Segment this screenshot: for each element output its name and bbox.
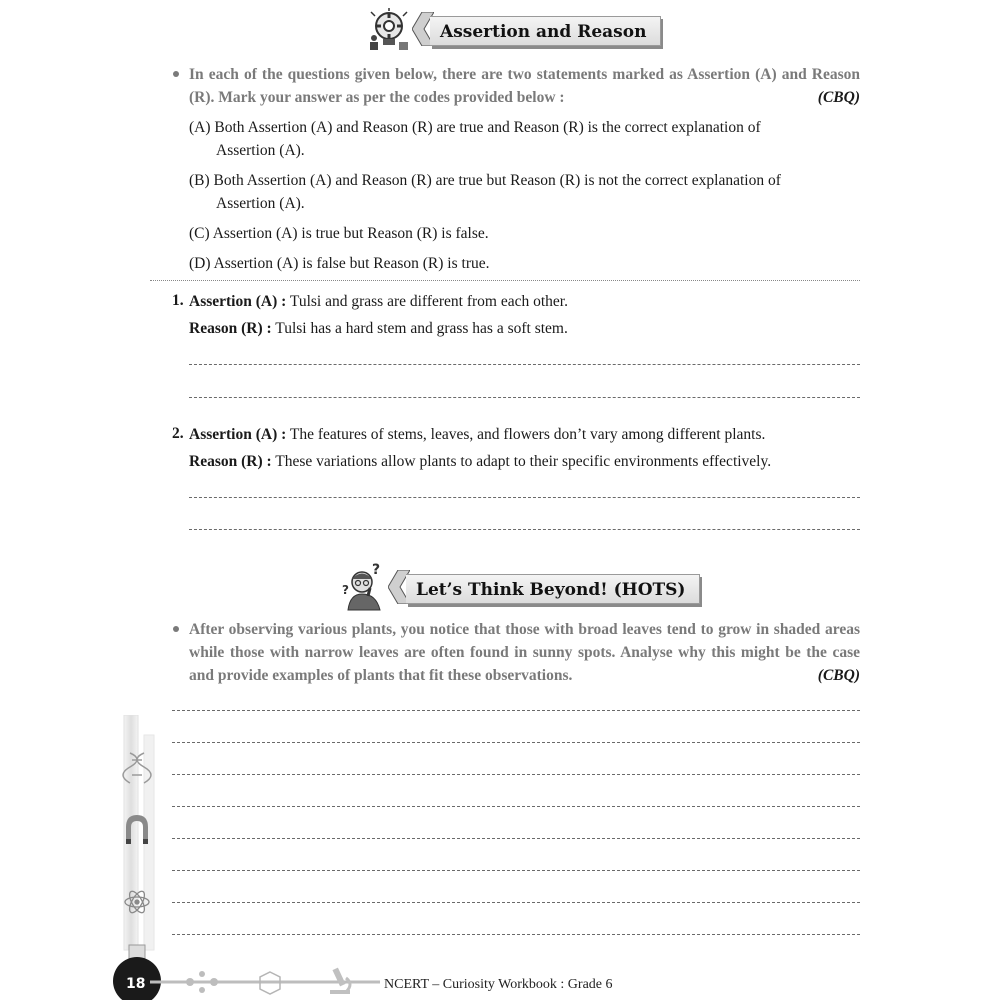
option-label: (A) <box>189 119 211 136</box>
option-b <box>189 169 860 215</box>
page-number: 18 <box>126 976 146 992</box>
option-text-cont: Assertion (A). <box>216 195 305 212</box>
option-text: Assertion (A) is true but Reason (R) is false. <box>212 225 489 242</box>
option-c <box>189 222 860 245</box>
instructions-body: In each of the questions given below, there are two statements marked as Assertion (A) and Reason (R). Mark your answer as per the codes provided below : <box>189 66 860 106</box>
section-header-assertion-reason <box>368 8 648 46</box>
instructions-text <box>189 63 860 109</box>
assertion-text: Tulsi and grass are different from each other. <box>289 293 568 310</box>
question-1-reason <box>189 318 568 340</box>
footer-title: NCERT – Curiosity Workbook : Grade 6 <box>384 977 613 992</box>
answer-line[interactable] <box>172 742 860 743</box>
option-text-cont: Assertion (A). <box>216 142 305 159</box>
hots-question-body: After observing various plants, you notice that those with broad leaves tend to grow in shaded areas while those with narrow leaves are often found in sunny spots. Analyse why this might be the case and provide examples of plants that fit these observations. <box>189 621 860 684</box>
footer-decoration <box>150 962 380 998</box>
question-2-reason <box>189 451 771 473</box>
option-label: (D) <box>189 255 211 272</box>
hots-question-text <box>189 618 860 687</box>
option-d <box>189 252 860 275</box>
answer-line[interactable] <box>189 497 860 498</box>
thinking-person-icon <box>340 562 388 612</box>
lightbulb-gear-icon <box>368 8 410 52</box>
svg-text:?: ? <box>342 583 349 597</box>
answer-line[interactable] <box>172 902 860 903</box>
cbq-tag: (CBQ) <box>817 89 860 106</box>
answer-line[interactable] <box>189 364 860 365</box>
section-divider <box>150 280 860 281</box>
option-label: (B) <box>189 172 210 189</box>
question-number: 2. <box>172 425 184 442</box>
reason-label: Reason (R) : <box>189 320 272 337</box>
section-header-hots <box>340 562 686 612</box>
science-margin-decoration <box>110 715 170 1000</box>
answer-line[interactable] <box>172 806 860 807</box>
option-a <box>189 116 860 162</box>
svg-text:?: ? <box>372 562 381 578</box>
answer-line[interactable] <box>172 870 860 871</box>
cbq-tag: (CBQ) <box>817 667 860 684</box>
assertion-label: Assertion (A) : <box>189 293 287 310</box>
answer-line[interactable] <box>189 397 860 398</box>
reason-label: Reason (R) : <box>189 453 272 470</box>
bullet-icon <box>173 71 179 77</box>
assertion-label: Assertion (A) : <box>189 426 287 443</box>
question-1-assertion <box>189 291 568 313</box>
answer-line[interactable] <box>172 838 860 839</box>
option-text: Assertion (A) is false but Reason (R) is true. <box>213 255 490 272</box>
option-text: Both Assertion (A) and Reason (R) are true but Reason (R) is not the correct explanation of <box>213 172 781 189</box>
question-number: 1. <box>172 292 184 309</box>
answer-line[interactable] <box>172 710 860 711</box>
reason-text: Tulsi has a hard stem and grass has a soft stem. <box>275 320 568 337</box>
answer-line[interactable] <box>172 774 860 775</box>
question-2-assertion <box>189 424 765 446</box>
assertion-text: The features of stems, leaves, and flowers don’t vary among different plants. <box>289 426 766 443</box>
section-title: Let’s Think Beyond! (HOTS) <box>406 574 700 604</box>
option-text: Both Assertion (A) and Reason (R) are true and Reason (R) is the correct explanation of <box>214 119 761 136</box>
reason-text: These variations allow plants to adapt to their specific environments effectively. <box>275 453 772 470</box>
bullet-icon <box>173 626 179 632</box>
section-title: Assertion and Reason <box>430 16 661 46</box>
answer-line[interactable] <box>172 934 860 935</box>
option-label: (C) <box>189 225 210 242</box>
answer-line[interactable] <box>189 529 860 530</box>
